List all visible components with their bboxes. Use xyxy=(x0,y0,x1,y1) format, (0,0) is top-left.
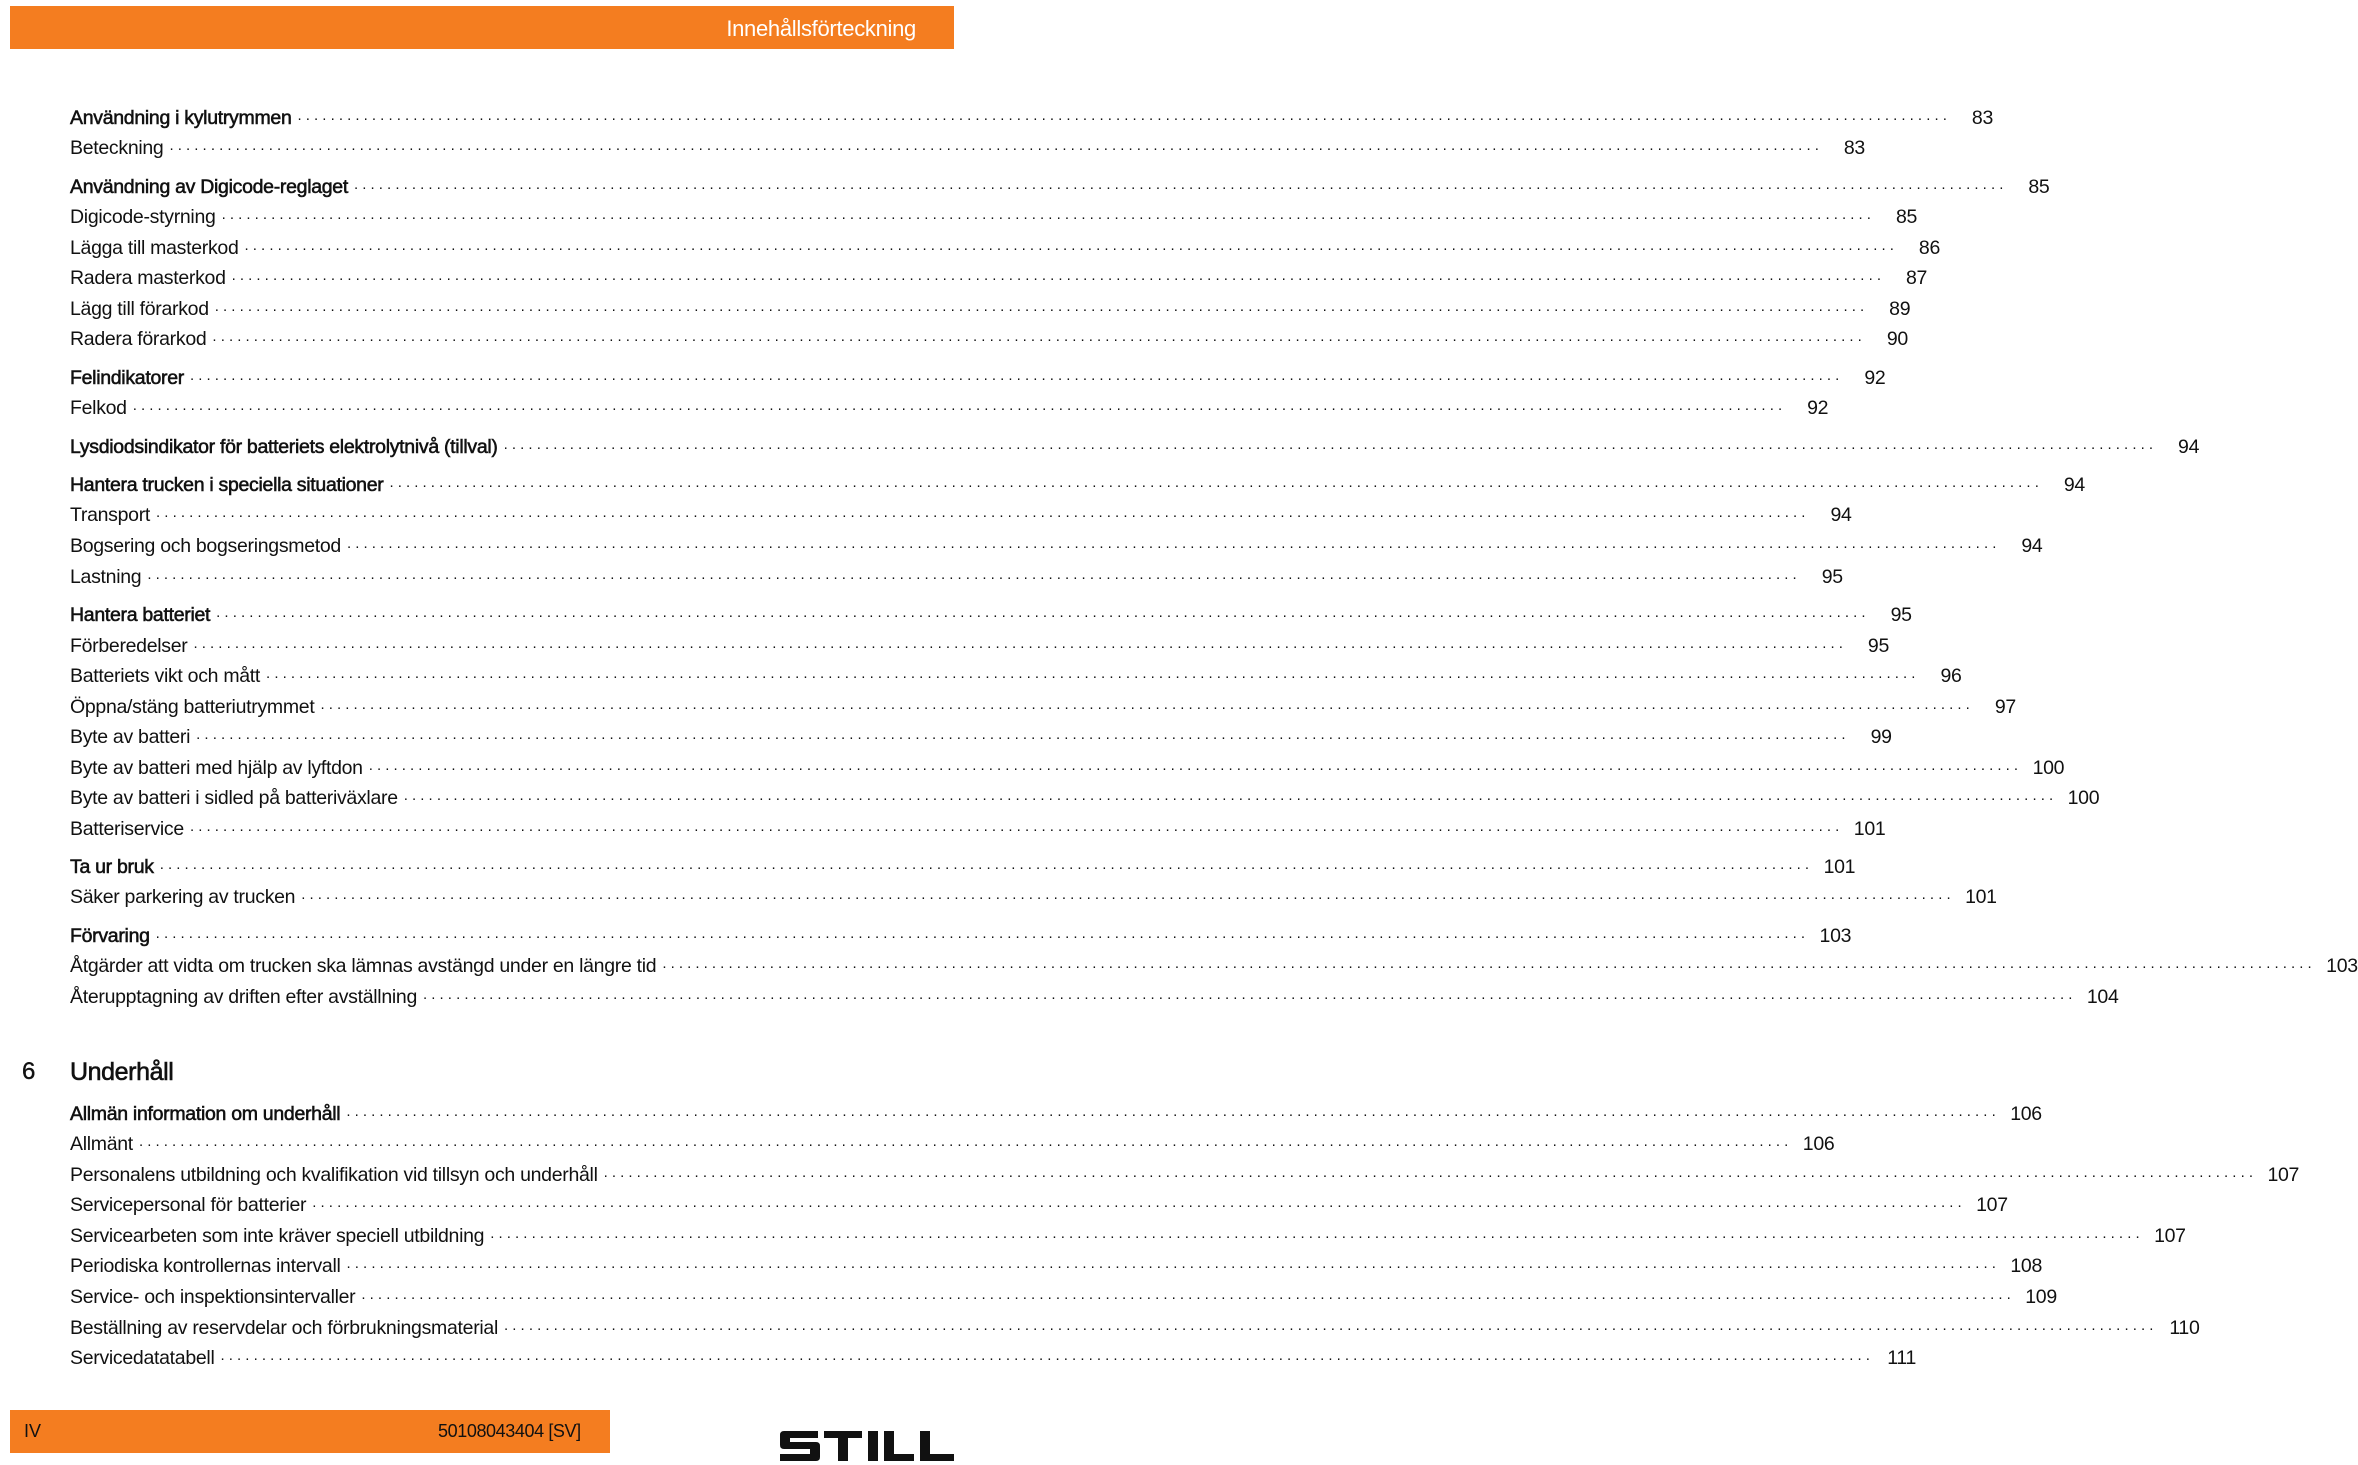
toc-entry[interactable] xyxy=(70,1315,2200,1341)
toc-page-number: 106 xyxy=(2010,1103,2042,1125)
toc-entry-title: Felkod xyxy=(70,397,127,419)
toc-leader-dots: ........................................................................................................................................................................................................ xyxy=(320,696,1974,713)
toc-page-number: 87 xyxy=(1906,267,1928,289)
toc-entry[interactable] xyxy=(70,1345,1916,1371)
toc-entry-title: Periodiska kontrollernas intervall xyxy=(70,1255,341,1277)
toc-leader-dots: ........................................................................................................................................................................................................ xyxy=(490,1225,2144,1242)
toc-entry[interactable] xyxy=(70,235,1941,261)
toc-page-number: 94 xyxy=(1830,504,1852,526)
toc-entry[interactable] xyxy=(70,204,1918,230)
toc-page-number: 89 xyxy=(1889,298,1911,320)
toc-section-title: Lysdiodsindikator för batteriets elektrolytnivå (tillval) xyxy=(70,436,498,458)
toc-page-number: 103 xyxy=(1819,925,1852,947)
toc-section-title: Användning i kylutrymmen xyxy=(70,107,292,129)
toc-section-title: Hantera trucken i speciella situationer xyxy=(70,474,384,496)
toc-entry[interactable] xyxy=(70,785,2100,811)
toc-entry-title: Säker parkering av trucken xyxy=(70,886,296,908)
toc-leader-dots: ........................................................................................................................................................................................................ xyxy=(312,1194,1966,1211)
toc-entry[interactable] xyxy=(70,724,1892,750)
toc-leader-dots: ........................................................................................................................................................................................................ xyxy=(389,474,2043,491)
toc-leader-dots: ........................................................................................................................................................................................................ xyxy=(159,856,1814,873)
toc-leader-dots: ........................................................................................................................................................................................................ xyxy=(147,566,1801,583)
toc-section-title: Förvaring xyxy=(70,925,150,947)
toc-leader-dots: ........................................................................................................................................................................................................ xyxy=(403,787,2058,804)
toc-entry[interactable] xyxy=(70,395,1829,421)
toc-section-title: Allmän information om underhåll xyxy=(70,1103,341,1125)
toc-entry[interactable] xyxy=(70,135,1865,161)
toc-page-number: 96 xyxy=(1940,665,1962,687)
toc-page-number: 106 xyxy=(1802,1133,1835,1155)
toc-page-number: 86 xyxy=(1918,237,1941,259)
toc-entry-title: Servicepersonal för batterier xyxy=(70,1194,307,1216)
toc-entry-title: Bogsering och bogseringsmetod xyxy=(70,535,341,557)
toc-leader-dots: ........................................................................................................................................................................................................ xyxy=(346,535,2001,552)
toc-page-number: 94 xyxy=(2178,436,2200,458)
toc-entry[interactable] xyxy=(70,365,1886,391)
toc-page-number: 90 xyxy=(1886,328,1908,350)
toc-entry-title: Personalens utbildning och kvalifikation vid tillsyn och underhåll xyxy=(70,1164,598,1186)
toc-page-number: 95 xyxy=(1821,566,1843,588)
toc-entry-title: Allmänt xyxy=(70,1133,133,1155)
toc-leader-dots: ........................................................................................................................................................................................................ xyxy=(189,818,1844,835)
toc-leader-dots: ........................................................................................................................................................................................................ xyxy=(346,1103,2000,1120)
toc-entry[interactable] xyxy=(70,1192,2008,1218)
toc-page-number: 110 xyxy=(2169,1317,2200,1339)
toc-page-number: 107 xyxy=(2154,1225,2186,1247)
toc-page-number: 95 xyxy=(1890,604,1912,626)
section-number: 6 xyxy=(22,1058,36,1085)
toc-leader-dots: ........................................................................................................................................................................................................ xyxy=(297,107,1951,124)
toc-entry-title: Radera förarkod xyxy=(70,328,207,350)
toc-page-number: 83 xyxy=(1843,137,1865,159)
toc-leader-dots: ........................................................................................................................................................................................................ xyxy=(231,267,1886,284)
toc-entry-title: Lastning xyxy=(70,566,142,588)
toc-leader-dots: ........................................................................................................................................................................................................ xyxy=(156,504,1810,521)
toc-entry-title: Återupptagning av driften efter avställning xyxy=(70,986,417,1008)
toc-entry[interactable] xyxy=(70,502,1852,528)
toc-entry[interactable] xyxy=(70,923,1852,949)
toc-entry[interactable] xyxy=(70,984,2119,1010)
toc-entry-title: Batteriets vikt och mått xyxy=(70,665,261,687)
toc-leader-dots: ........................................................................................................................................................................................................ xyxy=(353,176,2008,193)
toc-leader-dots: ........................................................................................................................................................................................................ xyxy=(221,206,1876,223)
toc-page-number: 92 xyxy=(1807,397,1829,419)
toc-entry[interactable] xyxy=(70,1253,2043,1279)
toc-page-number: 95 xyxy=(1867,635,1889,657)
toc-leader-dots: ........................................................................................................................................................................................................ xyxy=(423,986,2077,1003)
toc-leader-dots: ........................................................................................................................................................................................................ xyxy=(361,1286,2015,1303)
toc-leader-dots: ........................................................................................................................................................................................................ xyxy=(603,1164,2258,1181)
toc-section-title: Felindikatorer xyxy=(70,367,184,389)
toc-entry[interactable] xyxy=(70,1131,1835,1157)
toc-entry-title: Beställning av reservdelar och förbrukningsmaterial xyxy=(70,1317,499,1339)
toc-section-title: Ta ur bruk xyxy=(70,856,154,878)
toc-entry[interactable] xyxy=(70,1101,2042,1127)
toc-leader-dots: ........................................................................................................................................................................................................ xyxy=(301,886,1955,903)
toc-page-number: 103 xyxy=(2326,955,2358,977)
footer-page-number: IV xyxy=(24,1421,42,1441)
toc-leader-dots: ........................................................................................................................................................................................................ xyxy=(220,1347,1874,1364)
toc-entry-title: Servicearbeten som inte kräver speciell utbildning xyxy=(70,1225,485,1247)
toc-entry[interactable] xyxy=(70,663,1962,689)
toc-entry-title: Servicedatatabell xyxy=(70,1347,215,1369)
toc-entry[interactable] xyxy=(70,953,2358,979)
toc-page-number: 94 xyxy=(2063,474,2085,496)
toc-leader-dots: ........................................................................................................................................................................................................ xyxy=(368,757,2023,774)
toc-page-number: 107 xyxy=(2267,1164,2300,1186)
toc-page-number: 101 xyxy=(1823,856,1856,878)
toc-leader-dots: ........................................................................................................................................................................................................ xyxy=(132,397,1787,414)
toc-section-title: Användning av Digicode-reglaget xyxy=(70,176,348,198)
toc-entry[interactable] xyxy=(70,884,1997,910)
footer-document-number: 50108043404 [SV] xyxy=(438,1421,581,1441)
page-title: Innehållsförteckning xyxy=(726,16,916,41)
toc-leader-dots: ........................................................................................................................................................................................................ xyxy=(503,436,2158,453)
toc-page-number: 85 xyxy=(2028,176,2050,198)
toc-page-number: 85 xyxy=(1895,206,1918,228)
toc-entry[interactable] xyxy=(70,602,1912,628)
toc-leader-dots: ........................................................................................................................................................................................................ xyxy=(138,1133,1793,1150)
toc-entry-title: Byte av batteri xyxy=(70,726,191,748)
toc-entry-title: Förberedelser xyxy=(70,635,188,657)
toc-entry[interactable] xyxy=(70,105,1993,131)
toc-page-number: 107 xyxy=(1976,1194,2008,1216)
toc-page-number: 100 xyxy=(2067,787,2100,809)
toc-entry[interactable] xyxy=(70,265,1928,291)
toc-entry-title: Åtgärder att vidta om trucken ska lämnas avstängd under en längre tid xyxy=(70,955,657,977)
toc-entry-title: Service- och inspektionsintervaller xyxy=(70,1286,356,1308)
toc-section-title: Hantera batteriet xyxy=(70,604,211,626)
still-logo-icon xyxy=(780,1427,956,1461)
toc-entry-title: Digicode-styrning xyxy=(70,206,216,228)
toc-leader-dots: ........................................................................................................................................................................................................ xyxy=(155,925,1810,942)
toc-leader-dots: ........................................................................................................................................................................................................ xyxy=(346,1255,2001,1272)
toc-leader-dots: ........................................................................................................................................................................................................ xyxy=(244,237,1899,254)
toc-leader-dots: ........................................................................................................................................................................................................ xyxy=(196,726,1850,743)
toc-leader-dots: ........................................................................................................................................................................................................ xyxy=(189,367,1844,384)
toc-leader-dots: ........................................................................................................................................................................................................ xyxy=(504,1317,2158,1334)
section-title: Underhåll xyxy=(70,1058,174,1086)
toc-entry[interactable] xyxy=(70,816,1886,842)
toc-page-number: 101 xyxy=(1965,886,1997,908)
toc-entry-title: Byte av batteri i sidled på batteriväxlare xyxy=(70,787,398,809)
toc-entry-title: Lägg till förarkod xyxy=(70,298,209,320)
toc-entry[interactable] xyxy=(70,1284,2057,1310)
toc-page-number: 108 xyxy=(2010,1255,2043,1277)
toc-entry[interactable] xyxy=(70,1223,2186,1249)
toc-entry[interactable] xyxy=(70,434,2200,460)
toc-entry[interactable] xyxy=(70,755,2065,781)
toc-page-number: 104 xyxy=(2086,986,2119,1008)
toc-entry-title: Radera masterkod xyxy=(70,267,226,289)
toc-page-number: 111 xyxy=(1887,1347,1916,1369)
toc-entry-title: Transport xyxy=(70,504,151,526)
toc-entry[interactable] xyxy=(70,296,1911,322)
toc-leader-dots: ........................................................................................................................................................................................................ xyxy=(214,298,1869,315)
toc-page-number: 83 xyxy=(1971,107,1993,129)
toc-leader-dots: ........................................................................................................................................................................................................ xyxy=(212,328,1866,345)
toc-entry-title: Byte av batteri med hjälp av lyftdon xyxy=(70,757,363,779)
toc-leader-dots: ........................................................................................................................................................................................................ xyxy=(266,665,1920,682)
toc-page-number: 92 xyxy=(1864,367,1886,389)
toc-entry[interactable] xyxy=(70,174,2050,200)
toc-entry[interactable] xyxy=(70,1162,2300,1188)
toc-page-number: 100 xyxy=(2032,757,2065,779)
toc-page-number: 97 xyxy=(1994,696,2016,718)
toc-entry[interactable] xyxy=(70,472,2085,498)
toc-page-number: 99 xyxy=(1870,726,1892,748)
toc-entry[interactable] xyxy=(70,533,2043,559)
toc-entry-title: Öppna/stäng batteriutrymmet xyxy=(70,696,315,718)
toc-page-number: 109 xyxy=(2025,1286,2057,1308)
toc-entry[interactable] xyxy=(70,633,1889,659)
toc-entry[interactable] xyxy=(70,854,1856,880)
toc-page-number: 101 xyxy=(1853,818,1886,840)
toc-entry[interactable] xyxy=(70,694,2016,720)
toc-page-number: 94 xyxy=(2021,535,2043,557)
toc-entry[interactable] xyxy=(70,564,1843,590)
toc-leader-dots: ........................................................................................................................................................................................................ xyxy=(193,635,1847,652)
toc-leader-dots: ........................................................................................................................................................................................................ xyxy=(216,604,1870,621)
toc-leader-dots: ........................................................................................................................................................................................................ xyxy=(662,955,2316,972)
toc-entry-title: Lägga till masterkod xyxy=(70,237,239,259)
toc-entry-title: Batteriservice xyxy=(70,818,184,840)
toc-entry[interactable] xyxy=(70,326,1908,352)
toc-entry-title: Beteckning xyxy=(70,137,164,159)
toc-leader-dots: ........................................................................................................................................................................................................ xyxy=(169,137,1823,154)
